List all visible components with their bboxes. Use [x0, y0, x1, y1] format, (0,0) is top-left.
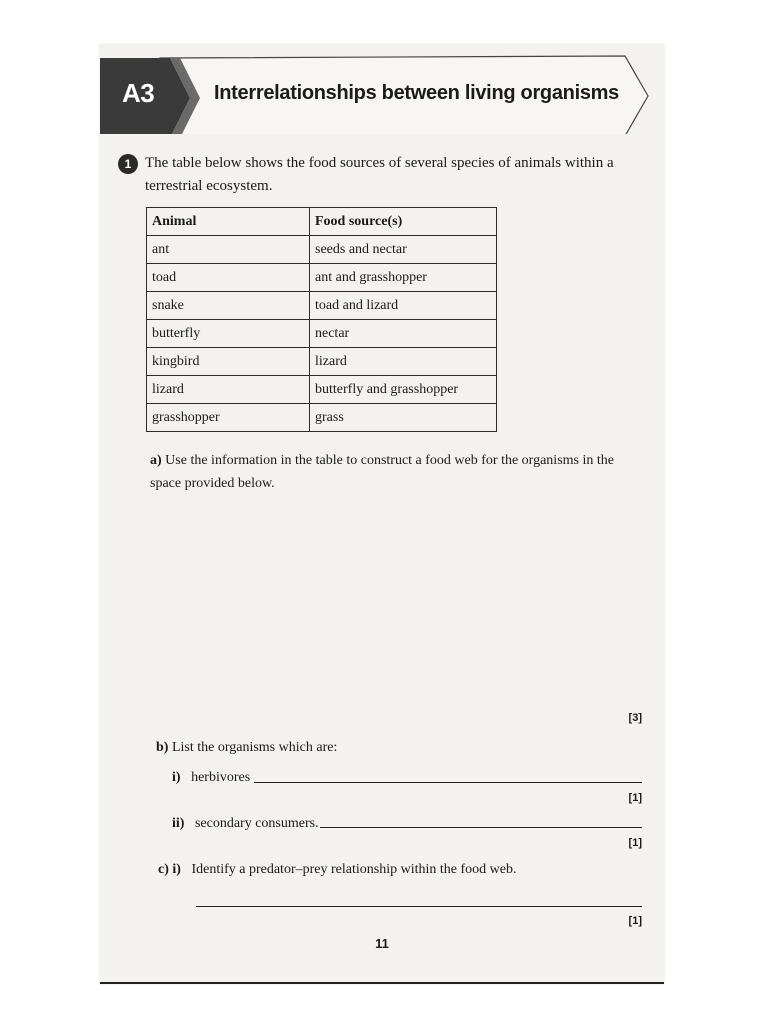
herbivores-answer-line[interactable]: [254, 782, 642, 783]
part-a-label: a): [150, 453, 162, 468]
part-b-ii-marks: [1]: [628, 837, 642, 849]
animal-cell: grasshopper: [147, 404, 310, 432]
part-b-i-marks: [1]: [628, 792, 642, 804]
food-web-answer-space[interactable]: [150, 504, 640, 704]
table-row: [147, 264, 497, 292]
food-source-table: [146, 207, 497, 432]
part-c-marks: [1]: [628, 915, 642, 927]
food-source-cell: lizard: [310, 348, 497, 376]
page-number: 11: [375, 936, 389, 951]
table-row: [147, 236, 497, 264]
food-source-cell: toad and lizard: [310, 292, 497, 320]
question-intro: The table below shows the food sources of several species of animals within a terrestrial ecosystem.: [145, 155, 614, 194]
unit-header-banner: [100, 52, 660, 134]
part-c-label: c) i): [158, 862, 181, 877]
part-c-text: Identify a predator–prey relationship within the food web.: [191, 862, 517, 877]
part-c-i: [158, 858, 516, 881]
animal-cell: kingbird: [147, 348, 310, 376]
food-source-cell: grass: [310, 404, 497, 432]
food-source-cell: seeds and nectar: [310, 236, 497, 264]
food-source-cell: nectar: [310, 320, 497, 348]
column-header-animal: Animal: [147, 208, 310, 236]
table-row: [147, 376, 497, 404]
animal-cell: ant: [147, 236, 310, 264]
animal-cell: toad: [147, 264, 310, 292]
animal-cell: butterfly: [147, 320, 310, 348]
table-row: [147, 320, 497, 348]
food-source-cell: butterfly and grasshopper: [310, 376, 497, 404]
part-b-ii-label: ii): [172, 816, 185, 831]
part-b-ii: [172, 812, 319, 835]
part-b-i: [172, 766, 250, 789]
secondary-consumers-answer-line[interactable]: [320, 827, 642, 828]
animal-cell: lizard: [147, 376, 310, 404]
part-b-text: List the organisms which are:: [171, 740, 338, 755]
part-a-text: Use the information in the table to construct a food web for the organisms in the space provided below.: [150, 453, 614, 491]
column-header-food-source: Food source(s): [310, 208, 497, 236]
part-b-i-text: herbivores: [191, 770, 251, 785]
predator-prey-answer-line[interactable]: [196, 906, 642, 907]
part-b-label: b): [156, 740, 169, 755]
part-b-i-label: i): [172, 770, 181, 785]
part-a: [150, 449, 630, 495]
table-row: [147, 348, 497, 376]
page-bottom-edge: [100, 982, 664, 984]
question-number-badge: 1: [118, 154, 138, 174]
animal-cell: snake: [147, 292, 310, 320]
part-b-ii-text: secondary consumers.: [194, 816, 319, 831]
table-header-row: [147, 208, 497, 236]
workbook-page: [100, 44, 664, 984]
unit-code: A3: [122, 78, 155, 108]
unit-title: Interrelationships between living organisms: [214, 82, 619, 104]
table-row: [147, 404, 497, 432]
part-b: [156, 736, 337, 759]
food-source-cell: ant and grasshopper: [310, 264, 497, 292]
table-row: [147, 292, 497, 320]
part-a-marks: [3]: [628, 712, 642, 724]
